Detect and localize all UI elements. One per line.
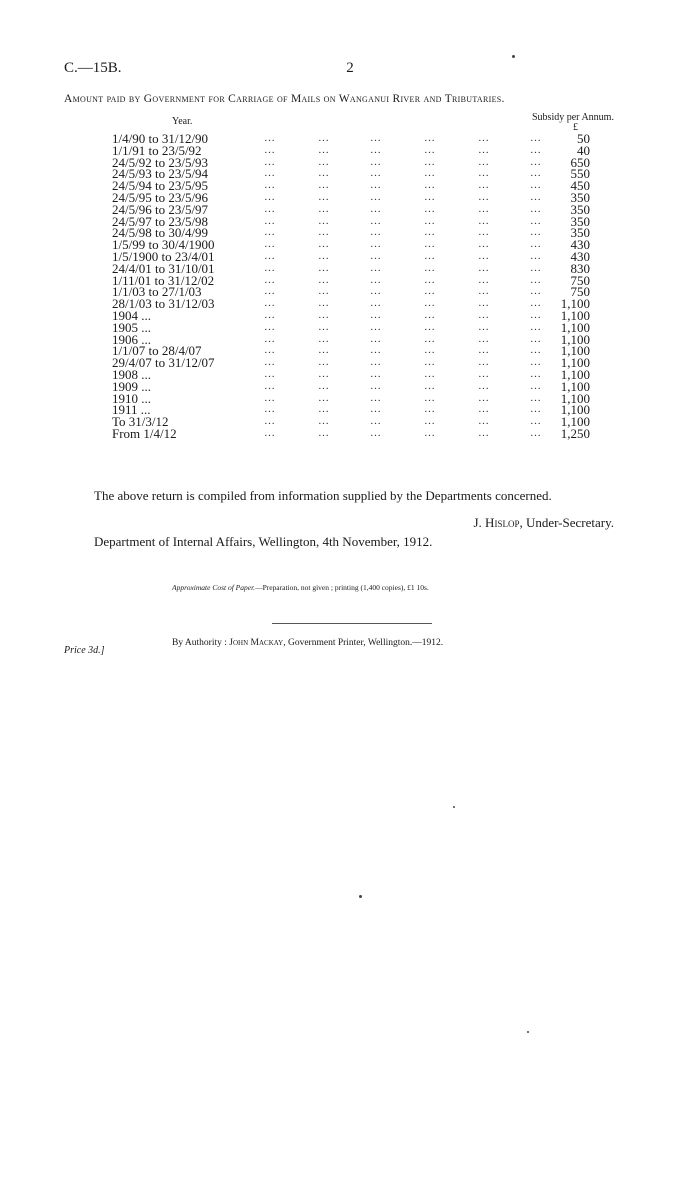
row-year: 24/5/93 to 23/5/94	[112, 166, 209, 182]
print-speck	[527, 1031, 529, 1033]
row-amount: 1,100	[560, 402, 590, 418]
leader-dot: …	[370, 320, 381, 333]
leader-dot: …	[370, 261, 381, 274]
row-amount: 350	[570, 213, 590, 229]
leader-dot: …	[530, 403, 541, 416]
row-amount: 650	[570, 154, 590, 170]
divider-rule	[272, 623, 432, 624]
leader-dot: …	[318, 344, 329, 357]
row-year: 24/4/01 to 31/10/01	[112, 260, 215, 276]
leader-dot: …	[318, 356, 329, 369]
leader-dot: …	[370, 132, 381, 144]
row-year: 1906 ...	[112, 331, 151, 347]
leader-dot: …	[478, 202, 489, 215]
leader-dot: …	[424, 391, 435, 404]
leader-dot: …	[478, 379, 489, 392]
leader-dot: …	[530, 368, 541, 380]
leader-dot: …	[264, 344, 275, 357]
leader-dot: …	[264, 202, 275, 215]
row-year: 1905 ...	[112, 319, 151, 335]
row-year: 1/1/03 to 27/1/03	[112, 284, 202, 300]
leader-dot: …	[264, 309, 275, 321]
leader-dot: …	[264, 379, 275, 392]
leader-dot: …	[318, 143, 329, 156]
leader-dot: …	[478, 132, 489, 144]
printer-name: John Mackay,	[229, 638, 286, 648]
leader-dot: …	[318, 332, 329, 345]
print-speck	[453, 806, 455, 808]
leader-dot: …	[264, 285, 275, 298]
leader-dot: …	[530, 179, 541, 192]
row-year: 24/5/94 to 23/5/95	[112, 178, 209, 194]
leader-dot: …	[478, 427, 489, 439]
row-year: 24/5/95 to 23/5/96	[112, 190, 209, 205]
row-amount: 1,100	[560, 355, 590, 371]
leader-dot: …	[530, 273, 541, 286]
leader-dot: …	[530, 132, 541, 144]
row-amount: 1,100	[560, 390, 590, 406]
leader-dot: …	[478, 250, 489, 262]
leader-dot: …	[424, 202, 435, 215]
price: Price 3d.]	[64, 645, 105, 656]
leader-dot: …	[424, 226, 435, 239]
leader-dot: …	[530, 415, 541, 428]
leader-dot: …	[424, 320, 435, 333]
row-year: From 1/4/12	[112, 426, 177, 441]
leader-dot: …	[530, 250, 541, 262]
leader-dot: …	[264, 191, 275, 203]
row-amount: 40	[577, 142, 590, 158]
leader-dot: …	[424, 273, 435, 286]
leader-dot: …	[264, 403, 275, 416]
row-year: 24/5/98 to 30/4/99	[112, 225, 209, 241]
row-amount: 550	[570, 166, 590, 182]
print-speck	[359, 895, 362, 898]
row-year: 1/4/90 to 31/12/90	[112, 131, 209, 146]
leader-dot: …	[530, 191, 541, 203]
row-amount: 450	[570, 178, 590, 194]
leader-dot: …	[318, 403, 329, 416]
leader-dot: …	[478, 297, 489, 310]
leader-dot: …	[424, 368, 435, 380]
leader-dot: …	[530, 297, 541, 310]
leader-dot: …	[370, 273, 381, 286]
leader-dot: …	[264, 427, 275, 439]
leader-dot: …	[370, 344, 381, 357]
leader-dot: …	[530, 332, 541, 345]
row-amount: 50	[577, 131, 590, 146]
leader-dot: …	[318, 391, 329, 404]
row-amount: 1,100	[560, 414, 590, 430]
leader-dot: …	[530, 143, 541, 156]
leader-dot: …	[424, 309, 435, 321]
row-amount: 350	[570, 190, 590, 205]
row-year: 1/5/99 to 30/4/1900	[112, 237, 215, 253]
leader-dot: …	[264, 368, 275, 380]
leader-dot: …	[370, 226, 381, 239]
leader-dot: …	[318, 132, 329, 144]
leader-dot: …	[478, 155, 489, 168]
row-amount: 1,100	[560, 296, 590, 312]
leader-dot: …	[318, 250, 329, 262]
leader-dot: …	[318, 415, 329, 428]
leader-dot: …	[530, 261, 541, 274]
leader-dot: …	[424, 403, 435, 416]
leader-dot: …	[424, 214, 435, 227]
leader-dot: …	[424, 191, 435, 203]
signature	[474, 515, 615, 531]
leader-dot: …	[530, 226, 541, 239]
row-year: 24/5/96 to 23/5/97	[112, 201, 209, 217]
department-line: Department of Internal Affairs, Wellington, 4th November, 1912.	[94, 534, 433, 549]
signatory-name: J. Hislop,	[473, 515, 523, 530]
authority-suffix: Government Printer, Wellington.—1912.	[287, 638, 444, 648]
row-amount: 430	[570, 249, 590, 264]
leader-dot: …	[478, 238, 489, 251]
leader-dot: …	[264, 238, 275, 251]
leader-dot: …	[264, 297, 275, 310]
row-amount: 750	[570, 284, 590, 300]
leader-dot: …	[478, 261, 489, 274]
row-amount: 1,250	[560, 426, 590, 441]
print-speck	[512, 55, 515, 58]
page-reference: C.—15B.	[64, 60, 122, 76]
row-amount: 1,100	[560, 319, 590, 335]
leader-dot: …	[478, 143, 489, 156]
leader-dot: …	[370, 297, 381, 310]
leader-dot: …	[424, 356, 435, 369]
leader-dot: …	[264, 250, 275, 262]
leader-dot: …	[370, 155, 381, 168]
cost-of-paper	[172, 583, 429, 592]
leader-dot: …	[424, 143, 435, 156]
authority-line	[172, 638, 443, 648]
row-year: 1910 ...	[112, 390, 151, 406]
leader-dot: …	[424, 132, 435, 144]
leader-dot: …	[530, 155, 541, 168]
leader-dot: …	[370, 403, 381, 416]
leader-dot: …	[424, 155, 435, 168]
leader-dot: …	[318, 202, 329, 215]
leader-dot: …	[424, 179, 435, 192]
leader-dot: …	[318, 309, 329, 321]
row-amount: 1,100	[560, 343, 590, 359]
row-year: 1/5/1900 to 23/4/01	[112, 249, 215, 264]
leader-dot: …	[478, 167, 489, 180]
leader-dot: …	[478, 391, 489, 404]
leader-dot: …	[318, 238, 329, 251]
leader-dot: …	[478, 415, 489, 428]
leader-dot: …	[424, 261, 435, 274]
leader-dot: …	[530, 391, 541, 404]
leader-dot: …	[264, 273, 275, 286]
leader-dot: …	[530, 379, 541, 392]
leader-dot: …	[370, 391, 381, 404]
row-year: 1908 ...	[112, 367, 151, 382]
row-year: 1/1/07 to 28/4/07	[112, 343, 202, 359]
leader-dot: …	[424, 379, 435, 392]
leader-dot: …	[264, 179, 275, 192]
leader-dot: …	[424, 427, 435, 439]
row-amount: 1,100	[560, 367, 590, 382]
leader-dot: …	[318, 379, 329, 392]
leader-dot: …	[318, 427, 329, 439]
leader-dot: …	[478, 368, 489, 380]
leader-dot: …	[478, 332, 489, 345]
leader-dot: …	[478, 285, 489, 298]
leader-dot: …	[264, 214, 275, 227]
row-amount: 1,100	[560, 331, 590, 347]
leader-dot: …	[370, 191, 381, 203]
leader-dot: …	[530, 344, 541, 357]
leader-dot: …	[478, 191, 489, 203]
leader-dot: …	[478, 309, 489, 321]
leader-dot: …	[478, 214, 489, 227]
row-amount: 830	[570, 260, 590, 276]
leader-dot: …	[318, 191, 329, 203]
row-amount: 430	[570, 237, 590, 253]
authority-prefix: By Authority :	[172, 638, 227, 648]
leader-dot: …	[264, 415, 275, 428]
footnote: The above return is compiled from information supplied by the Departments concerned.	[94, 488, 552, 503]
leader-dot: …	[318, 368, 329, 380]
leader-dot: …	[318, 297, 329, 310]
leader-dot: …	[264, 261, 275, 274]
row-year: 24/5/92 to 23/5/93	[112, 154, 209, 170]
leader-dot: …	[370, 427, 381, 439]
leader-dot: …	[264, 320, 275, 333]
row-amount: 350	[570, 201, 590, 217]
row-year: To 31/3/12	[112, 414, 169, 430]
column-header-year: Year.	[172, 116, 193, 127]
column-header-subsidy: Subsidy per Annum.	[532, 112, 614, 123]
leader-dot: …	[318, 167, 329, 180]
leader-dot: …	[530, 202, 541, 215]
leader-dot: …	[370, 368, 381, 380]
row-amount: 1,100	[560, 308, 590, 323]
row-amount: 750	[570, 272, 590, 288]
leader-dot: …	[424, 250, 435, 262]
leader-dot: …	[264, 132, 275, 144]
cost-detail: —Preparation, not given ; printing (1,400 copies), £1 10s.	[255, 583, 429, 592]
leader-dot: …	[264, 143, 275, 156]
leader-dot: …	[370, 332, 381, 345]
leader-dot: …	[478, 344, 489, 357]
leader-dot: …	[318, 226, 329, 239]
leader-dot: …	[478, 356, 489, 369]
leader-dot: …	[424, 297, 435, 310]
leader-dot: …	[370, 238, 381, 251]
row-year: 29/4/07 to 31/12/07	[112, 355, 215, 371]
leader-dot: …	[264, 391, 275, 404]
leader-dot: …	[424, 332, 435, 345]
leader-dot: …	[530, 238, 541, 251]
leader-dot: …	[264, 226, 275, 239]
leader-dot: …	[478, 273, 489, 286]
leader-dot: …	[318, 273, 329, 286]
leader-dot: …	[318, 320, 329, 333]
leader-dot: …	[370, 202, 381, 215]
leader-dot: …	[370, 167, 381, 180]
leader-dot: …	[318, 214, 329, 227]
leader-dot: …	[318, 285, 329, 298]
leader-dot: …	[264, 155, 275, 168]
leader-dot: …	[424, 285, 435, 298]
leader-dot: …	[424, 415, 435, 428]
row-year: 28/1/03 to 31/12/03	[112, 296, 215, 312]
row-year: 1911 ...	[112, 402, 151, 418]
page-number: 2	[346, 60, 354, 76]
leader-dot: …	[264, 167, 275, 180]
leader-dot: …	[530, 320, 541, 333]
leader-dot: …	[318, 261, 329, 274]
leader-dot: …	[318, 155, 329, 168]
table-row	[0, 427, 700, 440]
leader-dot: …	[424, 238, 435, 251]
leader-dot: …	[424, 167, 435, 180]
row-year: 24/5/97 to 23/5/98	[112, 213, 209, 229]
leader-dot: …	[478, 226, 489, 239]
leader-dot: …	[370, 179, 381, 192]
leader-dot: …	[370, 285, 381, 298]
leader-dot: …	[530, 285, 541, 298]
leader-dot: …	[478, 320, 489, 333]
leader-dot: …	[530, 167, 541, 180]
leader-dot: …	[370, 250, 381, 262]
column-unit-pound: £	[573, 122, 578, 133]
table-title: Amount paid by Government for Carriage of Mails on Wanganui River and Tributaries.	[64, 93, 505, 105]
leader-dot: …	[530, 356, 541, 369]
leader-dot: …	[264, 356, 275, 369]
leader-dot: …	[530, 427, 541, 439]
row-year: 1904 ...	[112, 308, 151, 323]
row-year: 1/1/91 to 23/5/92	[112, 142, 202, 158]
leader-dot: …	[370, 356, 381, 369]
leader-dot: …	[370, 379, 381, 392]
row-year: 1909 ...	[112, 378, 151, 394]
leader-dot: …	[478, 179, 489, 192]
leader-dot: …	[370, 415, 381, 428]
leader-dot: …	[370, 143, 381, 156]
row-year: 1/11/01 to 31/12/02	[112, 272, 215, 288]
leader-dot: …	[530, 309, 541, 321]
leader-dot: …	[370, 309, 381, 321]
leader-dot: …	[264, 332, 275, 345]
leader-dot: …	[370, 214, 381, 227]
signatory-title: Under-Secretary.	[525, 515, 614, 530]
row-amount: 1,100	[560, 378, 590, 394]
leader-dot: …	[424, 344, 435, 357]
leader-dot: …	[318, 179, 329, 192]
leader-dot: …	[530, 214, 541, 227]
cost-label: Approximate Cost of Paper.	[172, 583, 256, 592]
row-amount: 350	[570, 225, 590, 241]
leader-dot: …	[478, 403, 489, 416]
